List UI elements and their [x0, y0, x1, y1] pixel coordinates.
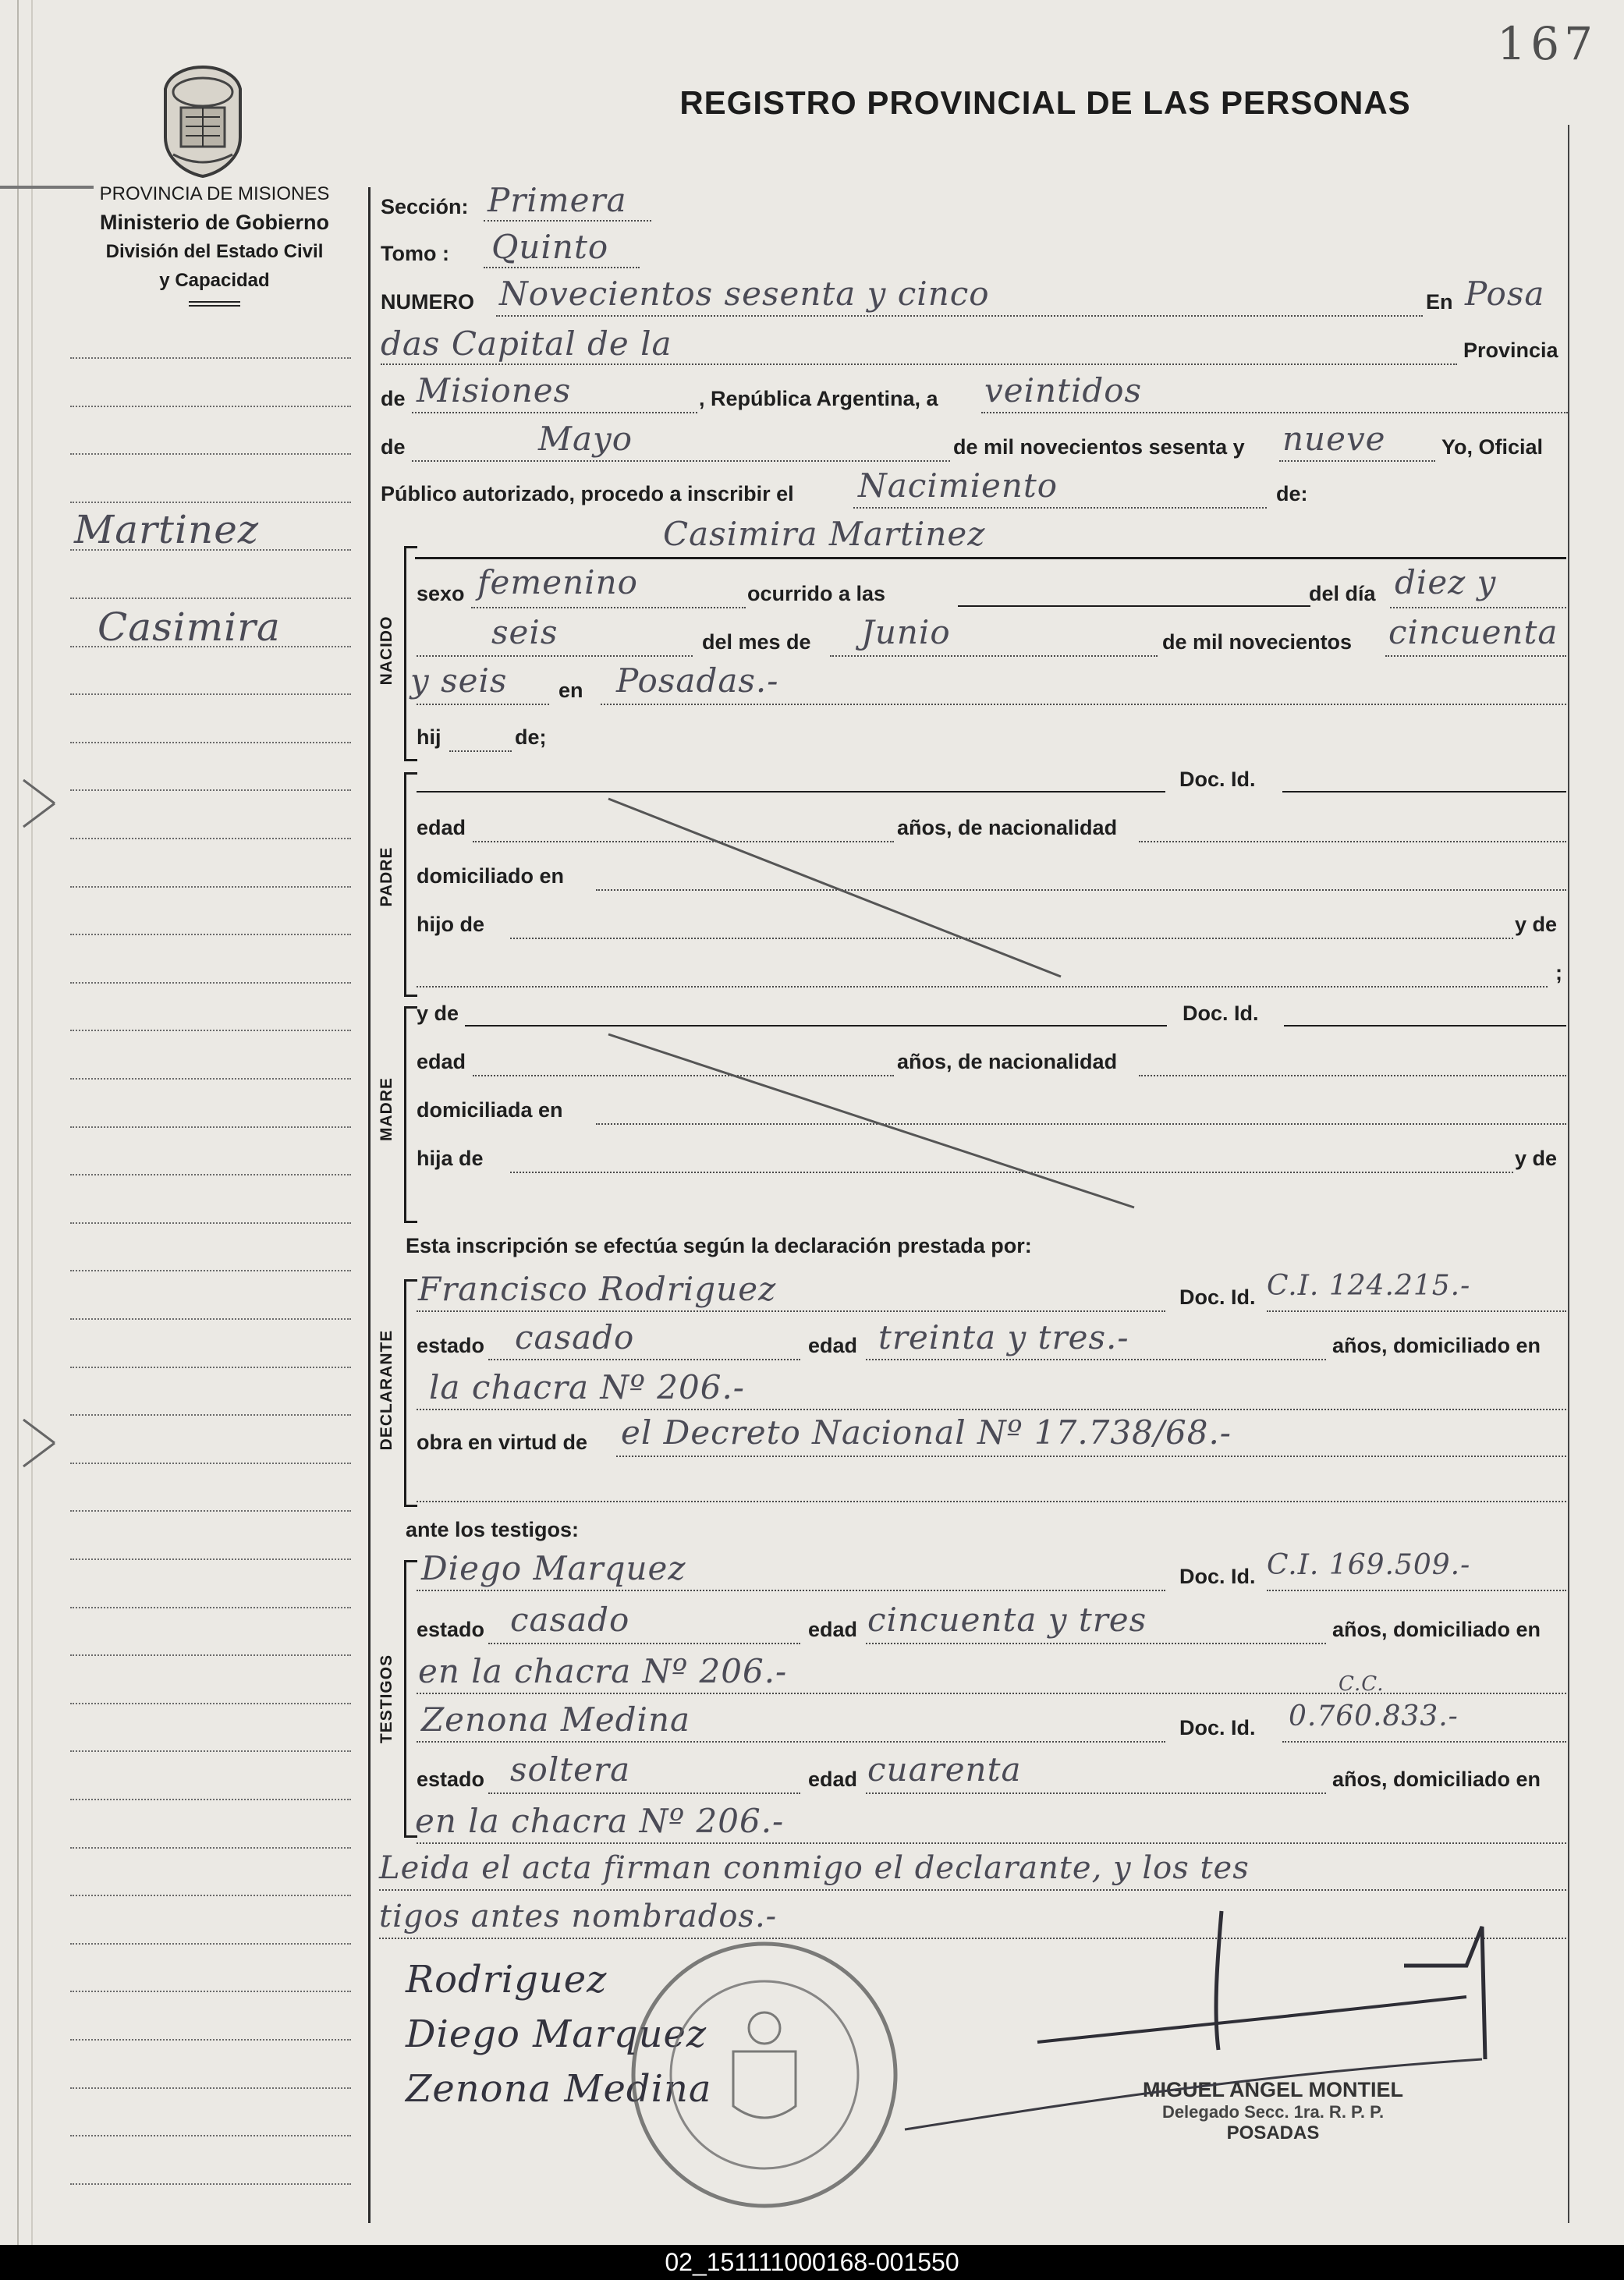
value-declarante: Francisco Rodriguez: [418, 1270, 777, 1308]
label-nac-padre: años, de nacionalidad: [897, 816, 1118, 839]
page-number: 167: [1497, 17, 1597, 70]
value-place-2: das Capital de la: [381, 324, 672, 363]
label-sexo: sexo: [417, 582, 465, 605]
binder-hole-1: [23, 780, 55, 827]
registry-seal-icon: [633, 1944, 895, 2206]
label-dom-padre: domiciliado en: [417, 864, 565, 888]
label-estado-declarante: estado: [417, 1334, 485, 1357]
label-publico: Público autorizado, procedo a inscribir el: [381, 482, 794, 505]
label-dom-madre: domiciliada en: [417, 1098, 563, 1122]
label-edad-testigo1: edad: [808, 1618, 858, 1641]
value-mes-nac: Junio: [861, 613, 951, 651]
label-edad-testigo2: edad: [808, 1768, 858, 1791]
value-numero: Novecientos sesenta y cinco: [499, 275, 990, 313]
value-dom-testigo2: en la chacra Nº 206.-: [415, 1802, 785, 1840]
value-ano-nac-2: y seis: [410, 661, 508, 700]
closing-line-2: tigos antes nombrados.-: [379, 1899, 778, 1934]
issuer-ministry: Ministerio de Gobierno: [99, 211, 330, 234]
strike-padre: [608, 799, 1061, 977]
label-doc-padre: Doc. Id.: [1179, 768, 1256, 791]
label-edad-padre: edad: [417, 816, 466, 839]
label-del-dia: del día: [1309, 582, 1376, 605]
label-del-mes: del mes de: [702, 630, 811, 654]
label-hija-de: hija de: [417, 1147, 484, 1170]
label-anos-dom-testigo1: años, domiciliado en: [1332, 1618, 1541, 1641]
closing-line-1: Leida el acta firman conmigo el declarante, y los tes: [379, 1850, 1250, 1886]
value-dom-testigo1: en la chacra Nº 206.-: [418, 1652, 788, 1690]
issuer-capacity: y Capacidad: [159, 270, 270, 291]
label-de-mil: de mil novecientos sesenta y: [953, 435, 1245, 459]
issuer-division: División del Estado Civil: [105, 241, 324, 262]
section-label-declarante: DECLARANTE: [378, 1329, 395, 1451]
label-y-de-madre: y de: [417, 1002, 459, 1025]
value-edad-declarante: treinta y tres.-: [878, 1318, 1129, 1356]
label-de-prov: de: [381, 387, 406, 410]
official-signature-stroke-2: [1037, 1997, 1466, 2042]
section-label-madre: MADRE: [378, 1077, 395, 1141]
value-doc-declarante: C.I. 124.215.-: [1267, 1270, 1471, 1302]
label-estado-testigo1: estado: [417, 1618, 485, 1641]
label-de-semi: de;: [515, 725, 547, 749]
signature-testigo1: Diego Marquez: [406, 2012, 707, 2056]
value-lugar-nac: Posadas.-: [616, 661, 779, 700]
value-testigo2: Zenona Medina: [421, 1700, 691, 1739]
value-doc-testigo2-prefix: C.C.: [1339, 1672, 1385, 1696]
label-edad-declarante: edad: [808, 1334, 858, 1357]
page-title: REGISTRO PROVINCIAL DE LAS PERSONAS: [679, 84, 1411, 121]
value-ano-registro: nueve: [1282, 420, 1386, 458]
label-anos-dom-testigo2: años, domiciliado en: [1332, 1768, 1541, 1791]
label-doc-testigo1: Doc. Id.: [1179, 1565, 1256, 1588]
binder-hole-2: [23, 1420, 55, 1466]
value-nombre: Casimira Martinez: [663, 515, 986, 553]
value-dia-registro: veintidos: [984, 371, 1143, 410]
label-en: En: [1426, 290, 1453, 314]
value-estado-declarante: casado: [515, 1318, 635, 1356]
label-hij: hij: [417, 725, 441, 749]
value-place-1: Posa: [1465, 275, 1545, 313]
value-testigo1: Diego Marquez: [421, 1549, 686, 1587]
signature-testigo2: Zenona Medina: [406, 2067, 712, 2111]
value-edad-testigo2: cuarenta: [867, 1750, 1022, 1789]
section-label-testigos: TESTIGOS: [378, 1654, 395, 1744]
value-tomo: Quinto: [491, 228, 609, 266]
value-doc-testigo2: 0.760.833.-: [1289, 1700, 1459, 1732]
official-name: MIGUEL ANGEL MONTIEL: [1142, 2078, 1403, 2101]
label-de-mil-nov: de mil novecientos: [1162, 630, 1353, 654]
label-seccion: Sección:: [381, 195, 469, 218]
margin-surname: Martinez: [74, 507, 260, 552]
label-provincia: Provincia: [1463, 339, 1558, 362]
value-sexo: femenino: [477, 563, 638, 601]
label-estado-testigo2: estado: [417, 1768, 485, 1791]
value-estado-testigo2: soltera: [510, 1750, 631, 1789]
label-doc-testigo2: Doc. Id.: [1179, 1716, 1256, 1739]
official-signature-stroke-3: [1404, 1927, 1485, 2059]
strike-madre: [608, 1034, 1134, 1207]
label-ocurrido: ocurrido a las: [747, 582, 886, 605]
label-numero: NUMERO: [381, 290, 474, 314]
label-de-mes: de: [381, 435, 406, 459]
label-inscripcion: Esta inscripción se efectúa según la declaración prestada por:: [406, 1234, 1032, 1257]
label-anos-dom-declarante: años, domiciliado en: [1332, 1334, 1541, 1357]
label-hijo-de: hijo de: [417, 913, 484, 936]
label-tomo: Tomo :: [381, 242, 449, 265]
label-doc-declarante: Doc. Id.: [1179, 1285, 1256, 1309]
margin-given-name: Casimira: [98, 605, 281, 650]
label-en-lugar: en: [558, 679, 583, 702]
value-doc-testigo1: C.I. 169.509.-: [1267, 1549, 1471, 1581]
label-y-de-madre-2: y de: [1515, 1147, 1558, 1170]
official-city: POSADAS: [1226, 2122, 1320, 2143]
issuer-province: PROVINCIA DE MISIONES: [99, 183, 330, 204]
label-edad-madre: edad: [417, 1050, 466, 1073]
value-inscribir: Nacimiento: [858, 466, 1058, 505]
official-role: Delegado Secc. 1ra. R. P. P.: [1161, 2102, 1385, 2122]
label-y-de-padre: y de: [1515, 913, 1558, 936]
value-ano-nac-1: cincuenta: [1388, 613, 1558, 651]
signature-declarante: Rodriguez: [406, 1958, 608, 2002]
label-doc-madre: Doc. Id.: [1183, 1002, 1259, 1025]
label-de-colon: de:: [1276, 482, 1308, 505]
label-semicolon: ;: [1555, 961, 1562, 984]
label-nac-madre: años, de nacionalidad: [897, 1050, 1118, 1073]
section-label-padre: PADRE: [378, 846, 395, 907]
official-signature-stroke-1: [1216, 1911, 1222, 2050]
value-mes-registro: Mayo: [538, 420, 633, 458]
section-label-nacido: NACIDO: [378, 615, 395, 686]
value-dia-nac-1: diez y: [1395, 563, 1497, 601]
value-edad-testigo1: cincuenta y tres: [867, 1601, 1147, 1639]
official-signature-stroke-4: [905, 2059, 1482, 2129]
value-dia-nac-2: seis: [491, 613, 558, 651]
label-republica: , República Argentina, a: [699, 387, 938, 410]
label-yo-oficial: Yo, Oficial: [1441, 435, 1544, 459]
label-obra-virtud: obra en virtud de: [417, 1431, 588, 1454]
value-seccion: Primera: [488, 181, 627, 219]
value-provincia: Misiones: [417, 371, 572, 410]
label-ante-testigos: ante los testigos:: [406, 1518, 580, 1541]
scan-identifier: 02_151111000168-001550: [0, 2245, 1624, 2280]
value-obra-virtud: el Decreto Nacional Nº 17.738/68.-: [621, 1413, 1232, 1452]
value-dom-declarante: la chacra Nº 206.-: [429, 1368, 745, 1406]
value-estado-testigo1: casado: [510, 1601, 630, 1639]
